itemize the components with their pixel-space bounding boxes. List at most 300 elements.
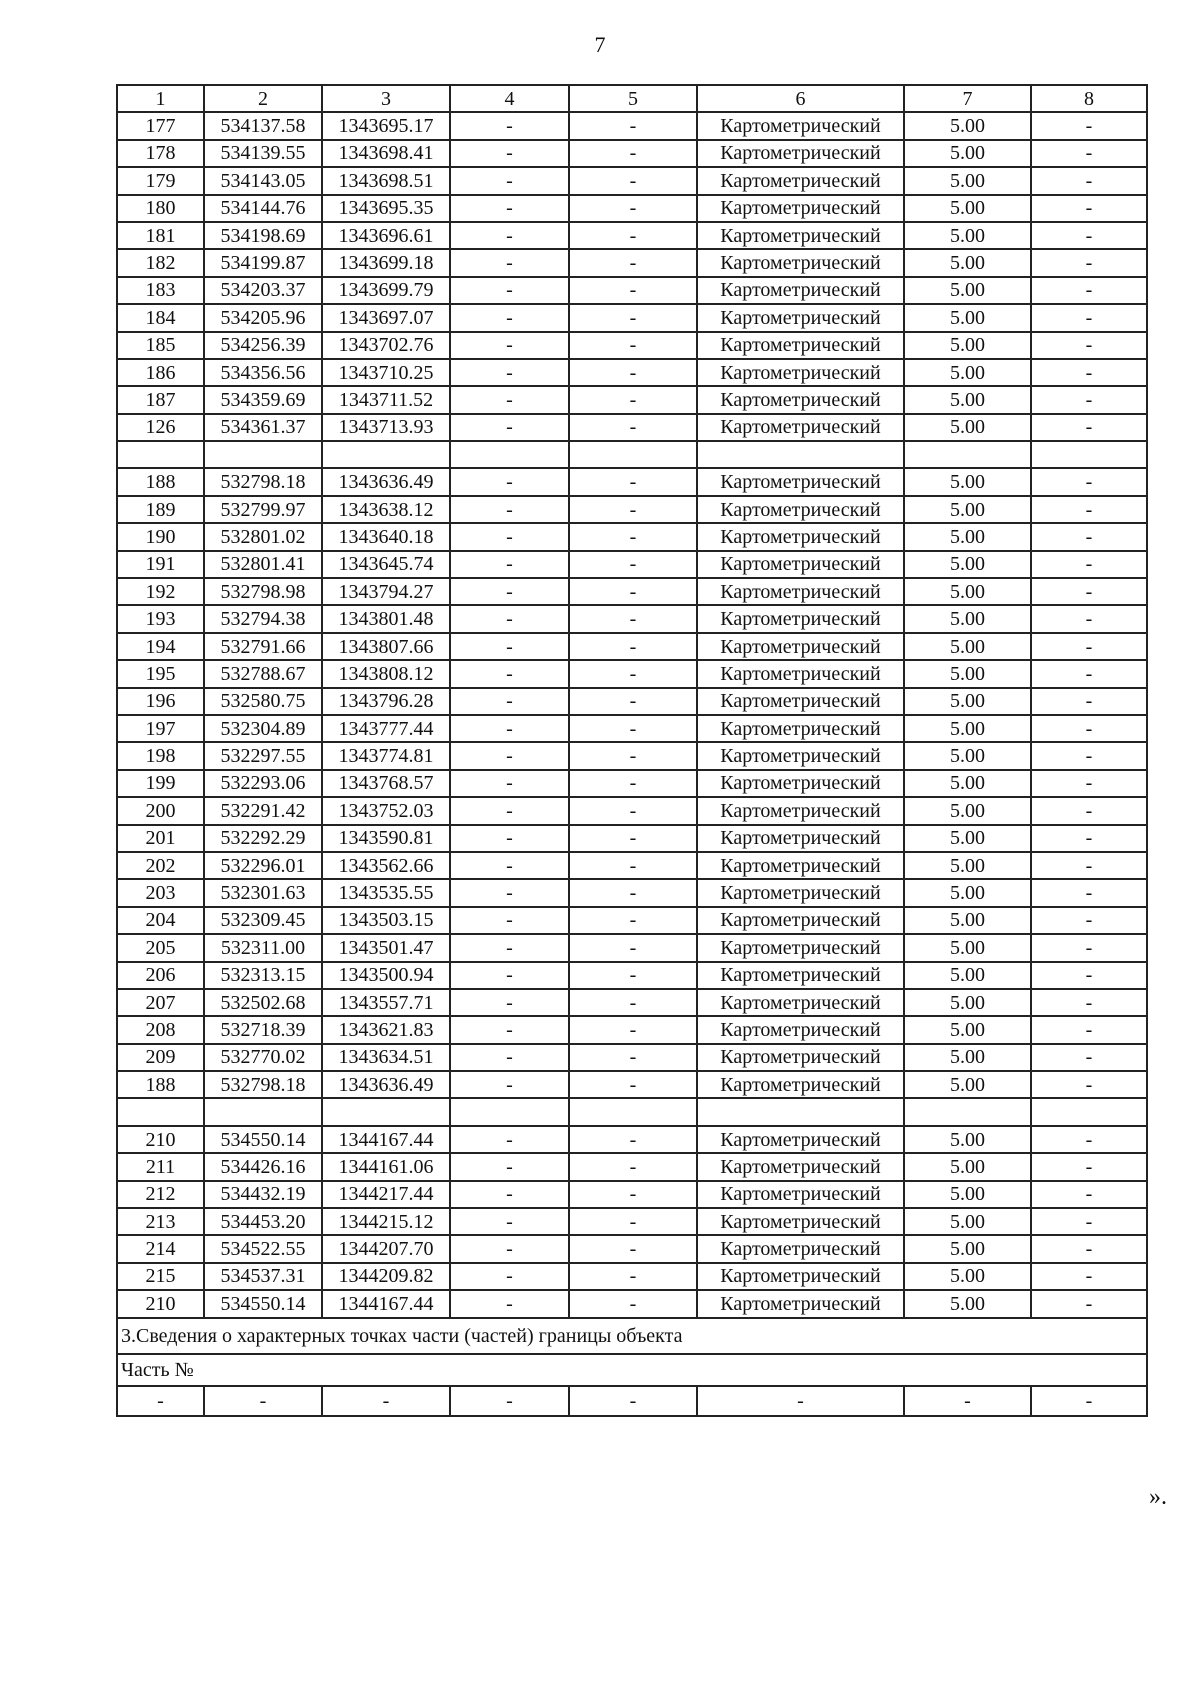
accuracy-cell: 5.00 [904,304,1031,331]
y-coordinate-cell: 1343702.76 [322,332,450,359]
part-dash-cell: - [117,1386,204,1416]
point-number-cell: 181 [117,222,204,249]
column-4-cell: - [450,140,569,167]
column-4-cell: - [450,852,569,879]
point-number-cell: 178 [117,140,204,167]
table-row [117,523,1147,550]
column-4-cell: - [450,1208,569,1235]
method-cell: Картометрический [697,551,904,578]
column-8-cell: - [1031,1235,1147,1262]
method-cell: Картометрический [697,1181,904,1208]
column-8-cell: - [1031,1016,1147,1043]
column-header: 3 [322,85,450,112]
table-row [117,195,1147,222]
point-number-cell: 192 [117,578,204,605]
x-coordinate-cell: 532301.63 [204,879,322,906]
column-8-cell: - [1031,222,1147,249]
column-4-cell: - [450,660,569,687]
method-cell: Картометрический [697,1016,904,1043]
column-4-cell: - [450,249,569,276]
column-8-cell: - [1031,249,1147,276]
y-coordinate-cell: 1344167.44 [322,1290,450,1317]
column-4-cell: - [450,277,569,304]
method-cell: Картометрический [697,934,904,961]
y-coordinate-cell: 1343500.94 [322,962,450,989]
column-header: 5 [569,85,697,112]
y-coordinate-cell: 1343777.44 [322,715,450,742]
column-8-cell: - [1031,989,1147,1016]
point-number-cell: 209 [117,1044,204,1071]
x-coordinate-cell: 532770.02 [204,1044,322,1071]
accuracy-cell: 5.00 [904,551,1031,578]
column-8-cell: - [1031,386,1147,413]
column-8-cell: - [1031,660,1147,687]
part-dash-cell: - [697,1386,904,1416]
column-4-cell: - [450,304,569,331]
column-5-cell: - [569,934,697,961]
point-number-cell: 198 [117,742,204,769]
column-4-cell: - [450,879,569,906]
x-coordinate-cell: 532309.45 [204,907,322,934]
column-8-cell: - [1031,962,1147,989]
y-coordinate-cell: 1344209.82 [322,1263,450,1290]
y-coordinate-cell: 1344207.70 [322,1235,450,1262]
point-number-cell: 185 [117,332,204,359]
method-cell: Картометрический [697,1153,904,1180]
empty-cell [450,1098,569,1125]
x-coordinate-cell: 534356.56 [204,359,322,386]
accuracy-cell: 5.00 [904,660,1031,687]
accuracy-cell: 5.00 [904,249,1031,276]
accuracy-cell: 5.00 [904,879,1031,906]
column-header: 8 [1031,85,1147,112]
table-row [117,879,1147,906]
method-cell: Картометрический [697,879,904,906]
page-number: 7 [594,32,606,57]
method-cell: Картометрический [697,742,904,769]
column-4-cell: - [450,1181,569,1208]
method-cell: Картометрический [697,1126,904,1153]
column-5-cell: - [569,359,697,386]
empty-cell [1031,441,1147,468]
accuracy-cell: 5.00 [904,770,1031,797]
empty-cell [1031,1098,1147,1125]
table-row [117,1016,1147,1043]
column-4-cell: - [450,797,569,824]
x-coordinate-cell: 532798.98 [204,578,322,605]
y-coordinate-cell: 1343698.51 [322,167,450,194]
column-5-cell: - [569,797,697,824]
column-5-cell: - [569,277,697,304]
column-header: 4 [450,85,569,112]
accuracy-cell: 5.00 [904,277,1031,304]
part-section-title: 3.Сведения о характерных точках части (частей) границы объекта [117,1318,1147,1354]
column-8-cell: - [1031,167,1147,194]
accuracy-cell: 5.00 [904,1071,1031,1098]
column-4-cell: - [450,551,569,578]
table-row [117,414,1147,441]
column-4-cell: - [450,633,569,660]
column-4-cell: - [450,359,569,386]
column-5-cell: - [569,468,697,495]
empty-cell [117,441,204,468]
column-4-cell: - [450,222,569,249]
accuracy-cell: 5.00 [904,1208,1031,1235]
x-coordinate-cell: 532296.01 [204,852,322,879]
accuracy-cell: 5.00 [904,468,1031,495]
method-cell: Картометрический [697,605,904,632]
table-row [117,1181,1147,1208]
column-5-cell: - [569,578,697,605]
column-8-cell: - [1031,304,1147,331]
accuracy-cell: 5.00 [904,140,1031,167]
column-8-cell: - [1031,414,1147,441]
table-row [117,222,1147,249]
empty-cell [697,441,904,468]
point-number-cell: 202 [117,852,204,879]
method-cell: Картометрический [697,989,904,1016]
y-coordinate-cell: 1343698.41 [322,140,450,167]
method-cell: Картометрический [697,825,904,852]
method-cell: Картометрический [697,112,904,139]
method-cell: Картометрический [697,468,904,495]
accuracy-cell: 5.00 [904,414,1031,441]
method-cell: Картометрический [697,578,904,605]
y-coordinate-cell: 1343808.12 [322,660,450,687]
column-8-cell: - [1031,742,1147,769]
table-row [117,633,1147,660]
column-8-cell: - [1031,605,1147,632]
method-cell: Картометрический [697,140,904,167]
accuracy-cell: 5.00 [904,1044,1031,1071]
column-5-cell: - [569,140,697,167]
x-coordinate-cell: 534426.16 [204,1153,322,1180]
accuracy-cell: 5.00 [904,852,1031,879]
x-coordinate-cell: 532313.15 [204,962,322,989]
column-8-cell: - [1031,1044,1147,1071]
method-cell: Картометрический [697,195,904,222]
table-row [117,496,1147,523]
column-8-cell: - [1031,1153,1147,1180]
y-coordinate-cell: 1343807.66 [322,633,450,660]
accuracy-cell: 5.00 [904,222,1031,249]
method-cell: Картометрический [697,962,904,989]
column-4-cell: - [450,907,569,934]
point-number-cell: 201 [117,825,204,852]
column-5-cell: - [569,222,697,249]
y-coordinate-cell: 1343713.93 [322,414,450,441]
empty-cell [204,1098,322,1125]
y-coordinate-cell: 1343557.71 [322,989,450,1016]
table-row [117,1126,1147,1153]
point-number-cell: 190 [117,523,204,550]
method-cell: Картометрический [697,1071,904,1098]
empty-cell [450,441,569,468]
column-5-cell: - [569,1016,697,1043]
table-row [117,907,1147,934]
column-4-cell: - [450,1126,569,1153]
column-5-cell: - [569,852,697,879]
column-5-cell: - [569,195,697,222]
column-5-cell: - [569,496,697,523]
column-4-cell: - [450,468,569,495]
y-coordinate-cell: 1343699.18 [322,249,450,276]
empty-cell [569,441,697,468]
column-5-cell: - [569,1126,697,1153]
x-coordinate-cell: 532798.18 [204,1071,322,1098]
accuracy-cell: 5.00 [904,1235,1031,1262]
column-4-cell: - [450,1235,569,1262]
column-5-cell: - [569,1071,697,1098]
column-5-cell: - [569,1181,697,1208]
point-number-cell: 188 [117,1071,204,1098]
method-cell: Картометрический [697,1044,904,1071]
table-row [117,578,1147,605]
x-coordinate-cell: 532580.75 [204,688,322,715]
column-5-cell: - [569,1153,697,1180]
table-row [117,742,1147,769]
column-5-cell: - [569,605,697,632]
point-number-cell: 126 [117,414,204,441]
x-coordinate-cell: 534199.87 [204,249,322,276]
accuracy-cell: 5.00 [904,578,1031,605]
accuracy-cell: 5.00 [904,989,1031,1016]
y-coordinate-cell: 1343695.35 [322,195,450,222]
table-row [117,1044,1147,1071]
table-row [117,1153,1147,1180]
column-8-cell: - [1031,112,1147,139]
column-5-cell: - [569,633,697,660]
point-number-cell: 208 [117,1016,204,1043]
column-4-cell: - [450,688,569,715]
method-cell: Картометрический [697,1263,904,1290]
y-coordinate-cell: 1343636.49 [322,1071,450,1098]
x-coordinate-cell: 532293.06 [204,770,322,797]
point-number-cell: 195 [117,660,204,687]
x-coordinate-cell: 534205.96 [204,304,322,331]
column-8-cell: - [1031,1263,1147,1290]
y-coordinate-cell: 1344217.44 [322,1181,450,1208]
column-4-cell: - [450,1016,569,1043]
method-cell: Картометрический [697,304,904,331]
table-row [117,359,1147,386]
accuracy-cell: 5.00 [904,742,1031,769]
point-number-cell: 206 [117,962,204,989]
point-number-cell: 183 [117,277,204,304]
accuracy-cell: 5.00 [904,962,1031,989]
method-cell: Картометрический [697,167,904,194]
column-5-cell: - [569,1044,697,1071]
accuracy-cell: 5.00 [904,934,1031,961]
point-number-cell: 199 [117,770,204,797]
table-row [117,825,1147,852]
method-cell: Картометрический [697,386,904,413]
y-coordinate-cell: 1343696.61 [322,222,450,249]
y-coordinate-cell: 1343695.17 [322,112,450,139]
x-coordinate-cell: 532798.18 [204,468,322,495]
coordinates-table [116,84,1148,1417]
column-4-cell: - [450,605,569,632]
accuracy-cell: 5.00 [904,797,1031,824]
x-coordinate-cell: 532297.55 [204,742,322,769]
x-coordinate-cell: 532791.66 [204,633,322,660]
empty-cell [569,1098,697,1125]
column-header: 6 [697,85,904,112]
column-8-cell: - [1031,523,1147,550]
x-coordinate-cell: 534137.58 [204,112,322,139]
column-8-cell: - [1031,496,1147,523]
column-5-cell: - [569,825,697,852]
point-number-cell: 210 [117,1290,204,1317]
column-8-cell: - [1031,770,1147,797]
accuracy-cell: 5.00 [904,332,1031,359]
method-cell: Картометрический [697,359,904,386]
x-coordinate-cell: 534550.14 [204,1126,322,1153]
table-row [117,660,1147,687]
empty-cell [322,441,450,468]
column-4-cell: - [450,167,569,194]
method-cell: Картометрический [697,222,904,249]
point-number-cell: 184 [117,304,204,331]
accuracy-cell: 5.00 [904,1181,1031,1208]
column-4-cell: - [450,1290,569,1317]
x-coordinate-cell: 534203.37 [204,277,322,304]
table-row [117,551,1147,578]
x-coordinate-cell: 532788.67 [204,660,322,687]
column-4-cell: - [450,578,569,605]
column-8-cell: - [1031,140,1147,167]
column-5-cell: - [569,551,697,578]
column-8-cell: - [1031,852,1147,879]
point-number-cell: 196 [117,688,204,715]
y-coordinate-cell: 1343621.83 [322,1016,450,1043]
x-coordinate-cell: 534359.69 [204,386,322,413]
column-8-cell: - [1031,907,1147,934]
point-number-cell: 180 [117,195,204,222]
point-number-cell: 210 [117,1126,204,1153]
table-row [117,852,1147,879]
x-coordinate-cell: 532291.42 [204,797,322,824]
column-8-cell: - [1031,551,1147,578]
x-coordinate-cell: 534198.69 [204,222,322,249]
accuracy-cell: 5.00 [904,633,1031,660]
column-8-cell: - [1031,468,1147,495]
column-5-cell: - [569,1290,697,1317]
method-cell: Картометрический [697,797,904,824]
y-coordinate-cell: 1343562.66 [322,852,450,879]
point-number-cell: 215 [117,1263,204,1290]
column-4-cell: - [450,112,569,139]
table-row [117,1071,1147,1098]
column-4-cell: - [450,742,569,769]
x-coordinate-cell: 534361.37 [204,414,322,441]
column-8-cell: - [1031,934,1147,961]
y-coordinate-cell: 1343794.27 [322,578,450,605]
accuracy-cell: 5.00 [904,1290,1031,1317]
table-row [117,934,1147,961]
part-dash-row [117,1386,1147,1416]
table-row [117,605,1147,632]
x-coordinate-cell: 534522.55 [204,1235,322,1262]
accuracy-cell: 5.00 [904,688,1031,715]
column-8-cell: - [1031,277,1147,304]
method-cell: Картометрический [697,907,904,934]
table-row [117,797,1147,824]
table-row [117,1290,1147,1317]
method-cell: Картометрический [697,414,904,441]
empty-cell [322,1098,450,1125]
accuracy-cell: 5.00 [904,167,1031,194]
empty-cell [204,441,322,468]
column-5-cell: - [569,742,697,769]
accuracy-cell: 5.00 [904,496,1031,523]
part-dash-cell: - [204,1386,322,1416]
column-5-cell: - [569,989,697,1016]
column-4-cell: - [450,523,569,550]
header-row [117,85,1147,112]
column-4-cell: - [450,414,569,441]
column-8-cell: - [1031,633,1147,660]
column-8-cell: - [1031,715,1147,742]
column-4-cell: - [450,1071,569,1098]
column-header: 1 [117,85,204,112]
y-coordinate-cell: 1343590.81 [322,825,450,852]
empty-cell [904,441,1031,468]
y-coordinate-cell: 1344161.06 [322,1153,450,1180]
column-5-cell: - [569,907,697,934]
accuracy-cell: 5.00 [904,825,1031,852]
accuracy-cell: 5.00 [904,1126,1031,1153]
method-cell: Картометрический [697,1290,904,1317]
column-5-cell: - [569,414,697,441]
column-5-cell: - [569,688,697,715]
accuracy-cell: 5.00 [904,1153,1031,1180]
x-coordinate-cell: 534139.55 [204,140,322,167]
y-coordinate-cell: 1343638.12 [322,496,450,523]
column-5-cell: - [569,167,697,194]
y-coordinate-cell: 1343503.15 [322,907,450,934]
table-row [117,167,1147,194]
empty-cell [904,1098,1031,1125]
column-5-cell: - [569,332,697,359]
y-coordinate-cell: 1343774.81 [322,742,450,769]
x-coordinate-cell: 534432.19 [204,1181,322,1208]
column-8-cell: - [1031,1071,1147,1098]
y-coordinate-cell: 1343640.18 [322,523,450,550]
point-number-cell: 211 [117,1153,204,1180]
column-5-cell: - [569,523,697,550]
point-number-cell: 189 [117,496,204,523]
accuracy-cell: 5.00 [904,359,1031,386]
method-cell: Картометрический [697,688,904,715]
column-4-cell: - [450,770,569,797]
x-coordinate-cell: 532311.00 [204,934,322,961]
method-cell: Картометрический [697,1208,904,1235]
table-row [117,386,1147,413]
accuracy-cell: 5.00 [904,1263,1031,1290]
x-coordinate-cell: 534143.05 [204,167,322,194]
column-4-cell: - [450,1153,569,1180]
column-4-cell: - [450,934,569,961]
table-row [117,249,1147,276]
part-dash-cell: - [569,1386,697,1416]
point-number-cell: 177 [117,112,204,139]
column-8-cell: - [1031,332,1147,359]
point-number-cell: 207 [117,989,204,1016]
point-number-cell: 187 [117,386,204,413]
x-coordinate-cell: 532794.38 [204,605,322,632]
column-5-cell: - [569,304,697,331]
